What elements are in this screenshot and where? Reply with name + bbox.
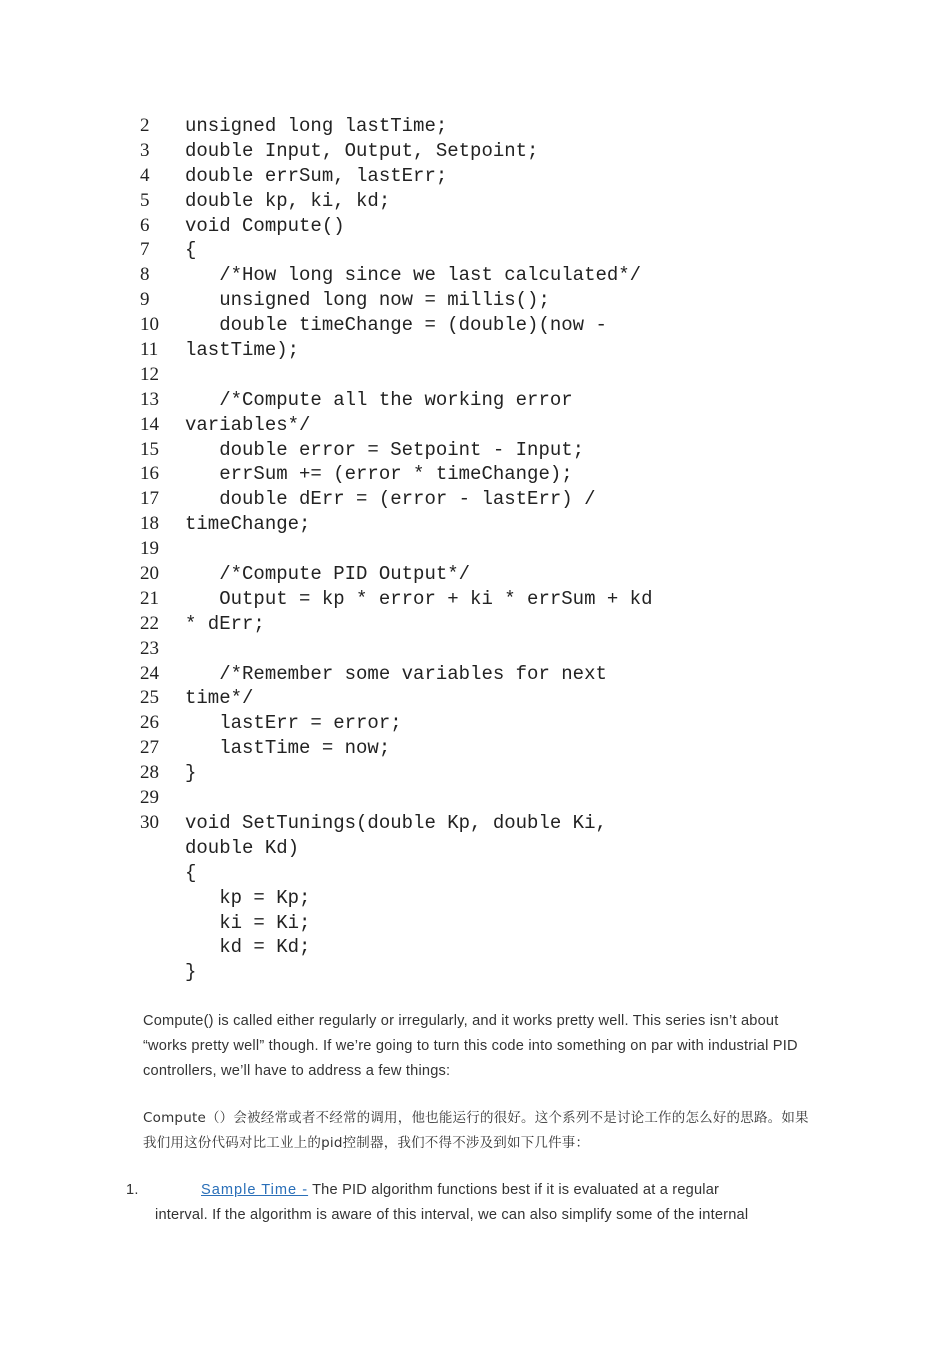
code-line: /*Compute all the working error (185, 388, 573, 411)
line-number: 16 (140, 463, 159, 485)
line-number: 28 (140, 762, 159, 784)
line-number: 14 (140, 413, 159, 435)
line-number: 23 (140, 637, 159, 659)
code-line: } (185, 961, 197, 984)
line-number-column (140, 114, 174, 836)
code-line (185, 637, 835, 662)
line-number: 27 (140, 737, 159, 759)
line-number: 20 (140, 563, 159, 585)
code-line: unsigned long now = millis(); (185, 289, 550, 312)
code-line (185, 537, 835, 562)
code-line: time*/ (185, 687, 254, 710)
code-line: double dErr = (error - lastErr) / (185, 488, 596, 511)
line-number: 25 (140, 687, 159, 709)
code-line: timeChange; (185, 513, 311, 536)
list-marker: 1. (126, 1182, 139, 1198)
line-number: 13 (140, 388, 159, 410)
code-line: /*Compute PID Output*/ (185, 563, 471, 586)
code-line: lastErr = error; (185, 712, 402, 735)
list-line-1-text: The PID algorithm functions best if it is evaluated at a regular (308, 1182, 720, 1198)
line-number: 4 (140, 164, 150, 186)
sample-time-link[interactable]: Sample Time - (201, 1182, 309, 1198)
line-number: 7 (140, 239, 150, 261)
code-line: ki = Ki; (185, 911, 311, 934)
line-number: 3 (140, 139, 150, 161)
line-number: 22 (140, 612, 159, 634)
line-number: 29 (140, 787, 159, 809)
code-line: /*How long since we last calculated*/ (185, 264, 642, 287)
code-line: } (185, 762, 197, 785)
line-number: 24 (140, 662, 159, 684)
code-line: Output = kp * error + ki * errSum + kd (185, 587, 653, 610)
line-number: 6 (140, 214, 150, 236)
line-number: 11 (140, 339, 159, 361)
line-number: 26 (140, 712, 159, 734)
line-number: 10 (140, 314, 159, 336)
line-number: 2 (140, 115, 150, 136)
line-number: 15 (140, 438, 159, 460)
line-number: 19 (140, 538, 159, 560)
line-number: 17 (140, 488, 159, 510)
line-number: 21 (140, 587, 159, 609)
code-line: void SetTunings(double Kp, double Ki, (185, 811, 607, 834)
code-line: double Kd) (185, 836, 300, 859)
code-line: void Compute() (185, 214, 345, 237)
code-line (185, 786, 835, 811)
line-number: 5 (140, 189, 150, 211)
list-line-1 (201, 1178, 719, 1203)
code-line: variables*/ (185, 413, 311, 436)
line-number: 18 (140, 513, 159, 535)
paragraph-chinese: Compute（）会被经常或者不经常的调用，他也能运行的很好。这个系列不是讨论工作的怎么好的思路。如果我们用这份代码对比工业上的pid控制器，我们不得不涉及到如下几件事： (143, 1110, 809, 1151)
code-line: /*Remember some variables for next (185, 662, 607, 685)
paragraph-english: Compute() is called either regularly or irregularly, and it works pretty well. This series isn’t about “works pretty well” though. If we’re going to turn this code into something on par with industrial PID controllers, we’ll have to address a few things: (143, 1013, 798, 1079)
code-line: { (185, 861, 197, 884)
code-line: lastTime = now; (185, 737, 391, 760)
code-lines (185, 114, 835, 985)
code-line: double timeChange = (double)(now - (185, 314, 607, 337)
code-line: kp = Kp; (185, 886, 311, 909)
code-line: double errSum, lastErr; (185, 164, 448, 187)
code-line (185, 363, 835, 388)
code-line: lastTime); (185, 339, 300, 362)
code-line: unsigned long lastTime; (185, 115, 448, 137)
code-line: errSum += (error * timeChange); (185, 463, 573, 486)
line-number: 9 (140, 289, 150, 311)
list-line-2: interval. If the algorithm is aware of this interval, we can also simplify some of the internal (155, 1207, 749, 1223)
code-line: * dErr; (185, 612, 265, 635)
line-number: 30 (140, 811, 159, 833)
line-number: 12 (140, 363, 159, 385)
code-line: kd = Kd; (185, 936, 311, 959)
code-line: double Input, Output, Setpoint; (185, 139, 539, 162)
code-line: { (185, 239, 197, 262)
line-number: 8 (140, 264, 150, 286)
code-line: double kp, ki, kd; (185, 189, 391, 212)
code-line: double error = Setpoint - Input; (185, 438, 585, 461)
